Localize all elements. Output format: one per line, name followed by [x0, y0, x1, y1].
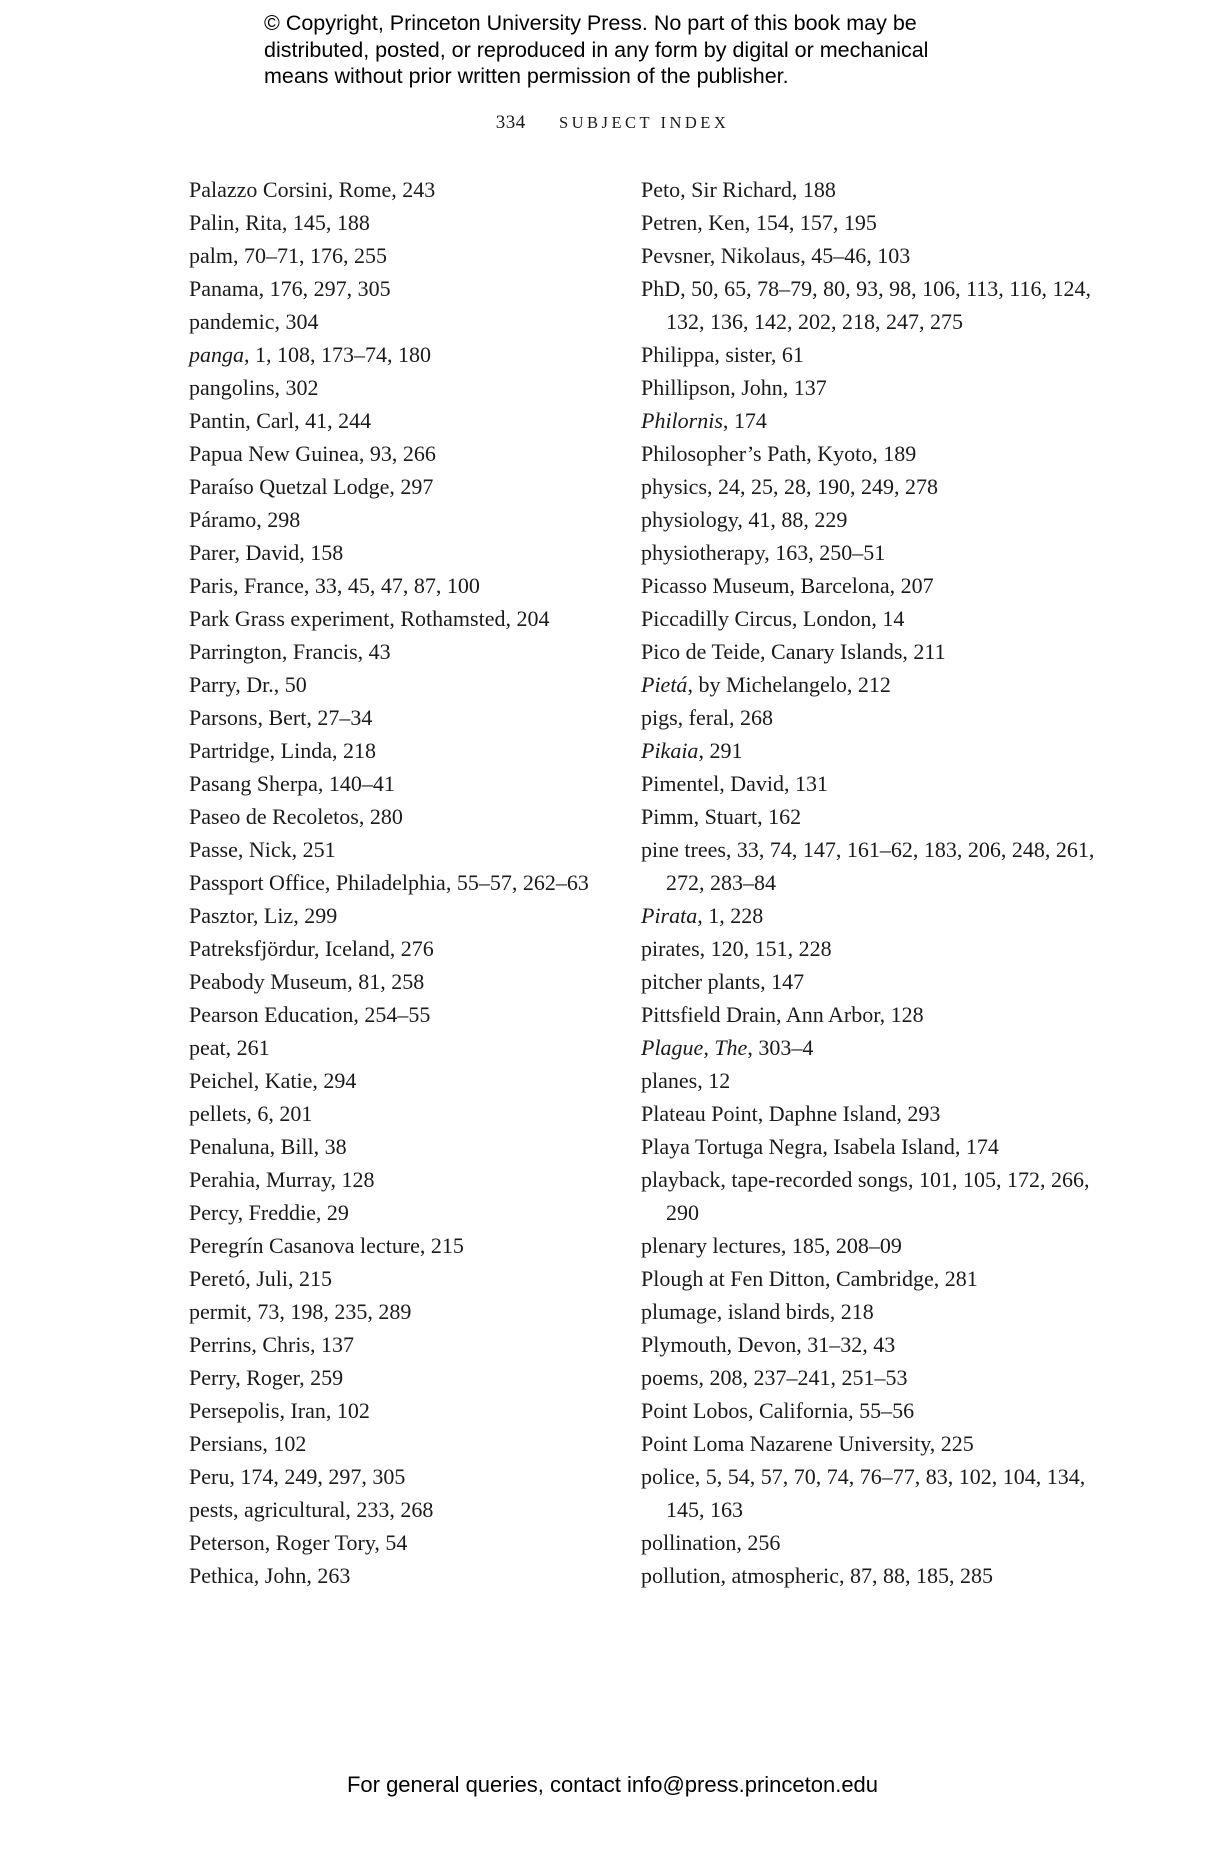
entry-text: playback, tape-recorded songs, 101, 105, 172, 266, 290	[641, 1167, 1090, 1225]
index-entry	[189, 437, 629, 470]
index-entry	[189, 503, 629, 536]
index-entry	[189, 1427, 629, 1460]
index-entry	[641, 239, 1121, 272]
section-title: SUBJECT INDEX	[558, 113, 730, 132]
index-entry	[189, 1262, 629, 1295]
entry-text: Peterson, Roger Tory, 54	[189, 1530, 408, 1555]
entry-text: Percy, Freddie, 29	[189, 1200, 349, 1225]
index-entry	[641, 206, 1121, 239]
entry-italic-term: Philornis	[641, 408, 723, 433]
copyright-line: © Copyright, Princeton University Press. No part of this book may be	[264, 11, 917, 35]
index-entry	[641, 371, 1121, 404]
index-entry	[641, 536, 1121, 569]
index-entry	[189, 1130, 629, 1163]
entry-text: Parry, Dr., 50	[189, 672, 307, 697]
page-number: 334	[495, 112, 526, 133]
entry-text: Perahia, Murray, 128	[189, 1167, 375, 1192]
entry-text: Panama, 176, 297, 305	[189, 276, 391, 301]
index-entry	[641, 404, 1121, 437]
entry-text: pirates, 120, 151, 228	[641, 936, 832, 961]
copyright-line: distributed, posted, or reproduced in any form by digital or mechanical	[264, 37, 929, 62]
index-entry	[641, 1229, 1121, 1262]
entry-italic-term: Plague, The	[641, 1035, 748, 1060]
entry-italic-term: Pirata	[641, 903, 698, 928]
entry-text: , 174	[722, 408, 767, 433]
entry-text: Pethica, John, 263	[189, 1563, 351, 1588]
entry-text: Passe, Nick, 251	[189, 837, 336, 862]
footer-contact: For general queries, contact info@press.princeton.edu	[346, 1772, 879, 1797]
entry-text: palm, 70–71, 176, 255	[189, 243, 387, 268]
entry-text: Partridge, Linda, 218	[189, 738, 376, 763]
entry-text: Phillipson, John, 137	[641, 375, 827, 400]
entry-text: Perry, Roger, 259	[189, 1365, 344, 1390]
entry-text: physics, 24, 25, 28, 190, 249, 278	[641, 474, 938, 499]
index-entry	[641, 899, 1121, 932]
entry-text: pine trees, 33, 74, 147, 161–62, 183, 206, 248, 261, 272, 283–84	[641, 837, 1095, 895]
entry-text: Paraíso Quetzal Lodge, 297	[189, 474, 434, 499]
index-entry	[189, 404, 629, 437]
entry-text: Pasztor, Liz, 299	[189, 903, 338, 928]
entry-text: Perrins, Chris, 137	[189, 1332, 354, 1357]
index-entry	[641, 602, 1121, 635]
entry-text: Plateau Point, Daphne Island, 293	[641, 1101, 941, 1126]
entry-text: Piccadilly Circus, London, 14	[641, 606, 905, 631]
entry-text: , 291	[698, 738, 743, 763]
index-entry	[189, 767, 629, 800]
entry-text: Pimm, Stuart, 162	[641, 804, 802, 829]
index-entry	[189, 668, 629, 701]
index-entry	[641, 569, 1121, 602]
index-entry	[641, 965, 1121, 998]
index-entry	[641, 635, 1121, 668]
entry-text: , 1, 108, 173–74, 180	[244, 342, 431, 367]
index-entry	[189, 998, 629, 1031]
entry-text: Parer, David, 158	[189, 540, 344, 565]
index-entry	[189, 470, 629, 503]
index-entry	[189, 602, 629, 635]
entry-text: Plymouth, Devon, 31–32, 43	[641, 1332, 896, 1357]
entry-text: Passport Office, Philadelphia, 55–57, 262–63	[189, 870, 589, 895]
index-entry	[641, 1361, 1121, 1394]
index-entry	[189, 338, 629, 371]
entry-text: Peabody Museum, 81, 258	[189, 969, 425, 994]
entry-italic-term: Pikaia	[641, 738, 699, 763]
index-entry	[641, 437, 1121, 470]
index-entry	[189, 1064, 629, 1097]
index-entry	[641, 767, 1121, 800]
entry-text: PhD, 50, 65, 78–79, 80, 93, 98, 106, 113, 116, 124, 132, 136, 142, 202, 218, 247, 275	[641, 276, 1091, 334]
index-entry	[641, 1427, 1121, 1460]
index-entry	[189, 1526, 629, 1559]
entry-italic-term: panga	[189, 342, 244, 367]
entry-text: pandemic, 304	[189, 309, 319, 334]
index-entry	[641, 503, 1121, 536]
index-entry	[641, 734, 1121, 767]
index-entry	[189, 800, 629, 833]
entry-text: Peretó, Juli, 215	[189, 1266, 332, 1291]
index-entry	[189, 1361, 629, 1394]
copyright-notice	[264, 10, 1024, 90]
entry-text: Palazzo Corsini, Rome, 243	[189, 177, 436, 202]
entry-text: Pittsfield Drain, Ann Arbor, 128	[641, 1002, 924, 1027]
index-entry	[189, 734, 629, 767]
index-entry	[641, 1031, 1121, 1064]
entry-text: Palin, Rita, 145, 188	[189, 210, 370, 235]
index-entry	[641, 1262, 1121, 1295]
entry-text: , 1, 228	[697, 903, 764, 928]
index-entry	[189, 866, 629, 899]
index-entry	[641, 338, 1121, 371]
index-entry	[189, 305, 629, 338]
entry-text: Pearson Education, 254–55	[189, 1002, 431, 1027]
index-entry	[641, 668, 1121, 701]
index-entry	[189, 701, 629, 734]
index-entry	[189, 371, 629, 404]
index-entry	[189, 569, 629, 602]
index-entry	[641, 800, 1121, 833]
entry-text: physiotherapy, 163, 250–51	[641, 540, 886, 565]
entry-text: Papua New Guinea, 93, 266	[189, 441, 436, 466]
entry-text: Paris, France, 33, 45, 47, 87, 100	[189, 573, 480, 598]
entry-text: Plough at Fen Ditton, Cambridge, 281	[641, 1266, 978, 1291]
entry-text: Peregrín Casanova lecture, 215	[189, 1233, 464, 1258]
entry-text: pitcher plants, 147	[641, 969, 805, 994]
entry-text: Paseo de Recoletos, 280	[189, 804, 403, 829]
entry-text: Pantin, Carl, 41, 244	[189, 408, 372, 433]
entry-text: plenary lectures, 185, 208–09	[641, 1233, 902, 1258]
entry-text: Petren, Ken, 154, 157, 195	[641, 210, 877, 235]
index-entry	[641, 833, 1121, 899]
index-entry	[641, 1559, 1121, 1592]
index-column-right	[641, 173, 1121, 1592]
index-entry	[189, 1163, 629, 1196]
entry-text: poems, 208, 237–241, 251–53	[641, 1365, 908, 1390]
entry-text: Philippa, sister, 61	[641, 342, 804, 367]
entry-text: Picasso Museum, Barcelona, 207	[641, 573, 934, 598]
entry-text: , 303–4	[747, 1035, 814, 1060]
entry-text: Parsons, Bert, 27–34	[189, 705, 373, 730]
index-column-left	[189, 173, 629, 1592]
index-entry	[189, 1295, 629, 1328]
entry-text: Park Grass experiment, Rothamsted, 204	[189, 606, 550, 631]
index-entry	[641, 998, 1121, 1031]
index-entry	[189, 1196, 629, 1229]
index-entry	[189, 1031, 629, 1064]
copyright-line: means without prior written permission of the publisher.	[264, 64, 789, 88]
entry-text: Pasang Sherpa, 140–41	[189, 771, 395, 796]
index-entry	[641, 1163, 1121, 1229]
index-entry	[189, 272, 629, 305]
entry-text: Parrington, Francis, 43	[189, 639, 391, 664]
entry-text: Peichel, Katie, 294	[189, 1068, 357, 1093]
index-entry	[641, 173, 1121, 206]
entry-text: physiology, 41, 88, 229	[641, 507, 848, 532]
entry-text: Peru, 174, 249, 297, 305	[189, 1464, 406, 1489]
entry-text: Patreksfjördur, Iceland, 276	[189, 936, 434, 961]
index-entry	[641, 1130, 1121, 1163]
index-entry	[189, 932, 629, 965]
entry-text: pangolins, 302	[189, 375, 319, 400]
index-entry	[189, 239, 629, 272]
entry-text: pollution, atmospheric, 87, 88, 185, 285	[641, 1563, 993, 1588]
index-entry	[189, 536, 629, 569]
entry-text: Playa Tortuga Negra, Isabela Island, 174	[641, 1134, 999, 1159]
entry-text: Penaluna, Bill, 38	[189, 1134, 347, 1159]
entry-text: Persians, 102	[189, 1431, 307, 1456]
entry-text: Páramo, 298	[189, 507, 301, 532]
index-entry	[189, 1097, 629, 1130]
index-entry	[189, 899, 629, 932]
index-entry	[189, 635, 629, 668]
index-entry	[641, 1460, 1121, 1526]
index-entry	[641, 1064, 1121, 1097]
entry-text: Philosopher’s Path, Kyoto, 189	[641, 441, 917, 466]
index-entry	[641, 1097, 1121, 1130]
entry-text: pellets, 6, 201	[189, 1101, 313, 1126]
index-entry	[189, 833, 629, 866]
entry-text: Pico de Teide, Canary Islands, 211	[641, 639, 946, 664]
entry-text: , by Michelangelo, 212	[687, 672, 891, 697]
entry-text: pollination, 256	[641, 1530, 781, 1555]
index-entry	[641, 1295, 1121, 1328]
index-entry	[189, 1328, 629, 1361]
entry-italic-term: Pietá	[641, 672, 688, 697]
running-head	[0, 112, 1225, 134]
entry-text: planes, 12	[641, 1068, 731, 1093]
entry-text: pigs, feral, 268	[641, 705, 773, 730]
entry-text: Persepolis, Iran, 102	[189, 1398, 370, 1423]
entry-text: Point Lobos, California, 55–56	[641, 1398, 915, 1423]
entry-text: pests, agricultural, 233, 268	[189, 1497, 434, 1522]
entry-text: Peto, Sir Richard, 188	[641, 177, 836, 202]
index-entry	[641, 932, 1121, 965]
index-entry	[641, 1328, 1121, 1361]
index-entry	[641, 1394, 1121, 1427]
index-entry	[189, 173, 629, 206]
index-entry	[189, 1559, 629, 1592]
index-entry	[189, 1493, 629, 1526]
index-entry	[189, 206, 629, 239]
entry-text: permit, 73, 198, 235, 289	[189, 1299, 412, 1324]
index-entry	[641, 1526, 1121, 1559]
entry-text: police, 5, 54, 57, 70, 74, 76–77, 83, 102, 104, 134, 145, 163	[641, 1464, 1086, 1522]
entry-text: Point Loma Nazarene University, 225	[641, 1431, 974, 1456]
index-entry	[189, 1394, 629, 1427]
index-entry	[641, 272, 1121, 338]
index-entry	[641, 701, 1121, 734]
entry-text: plumage, island birds, 218	[641, 1299, 874, 1324]
entry-text: Pevsner, Nikolaus, 45–46, 103	[641, 243, 911, 268]
entry-text: Pimentel, David, 131	[641, 771, 828, 796]
index-entry	[641, 470, 1121, 503]
entry-text: peat, 261	[189, 1035, 270, 1060]
index-entry	[189, 1229, 629, 1262]
index-entry	[189, 965, 629, 998]
index-entry	[189, 1460, 629, 1493]
